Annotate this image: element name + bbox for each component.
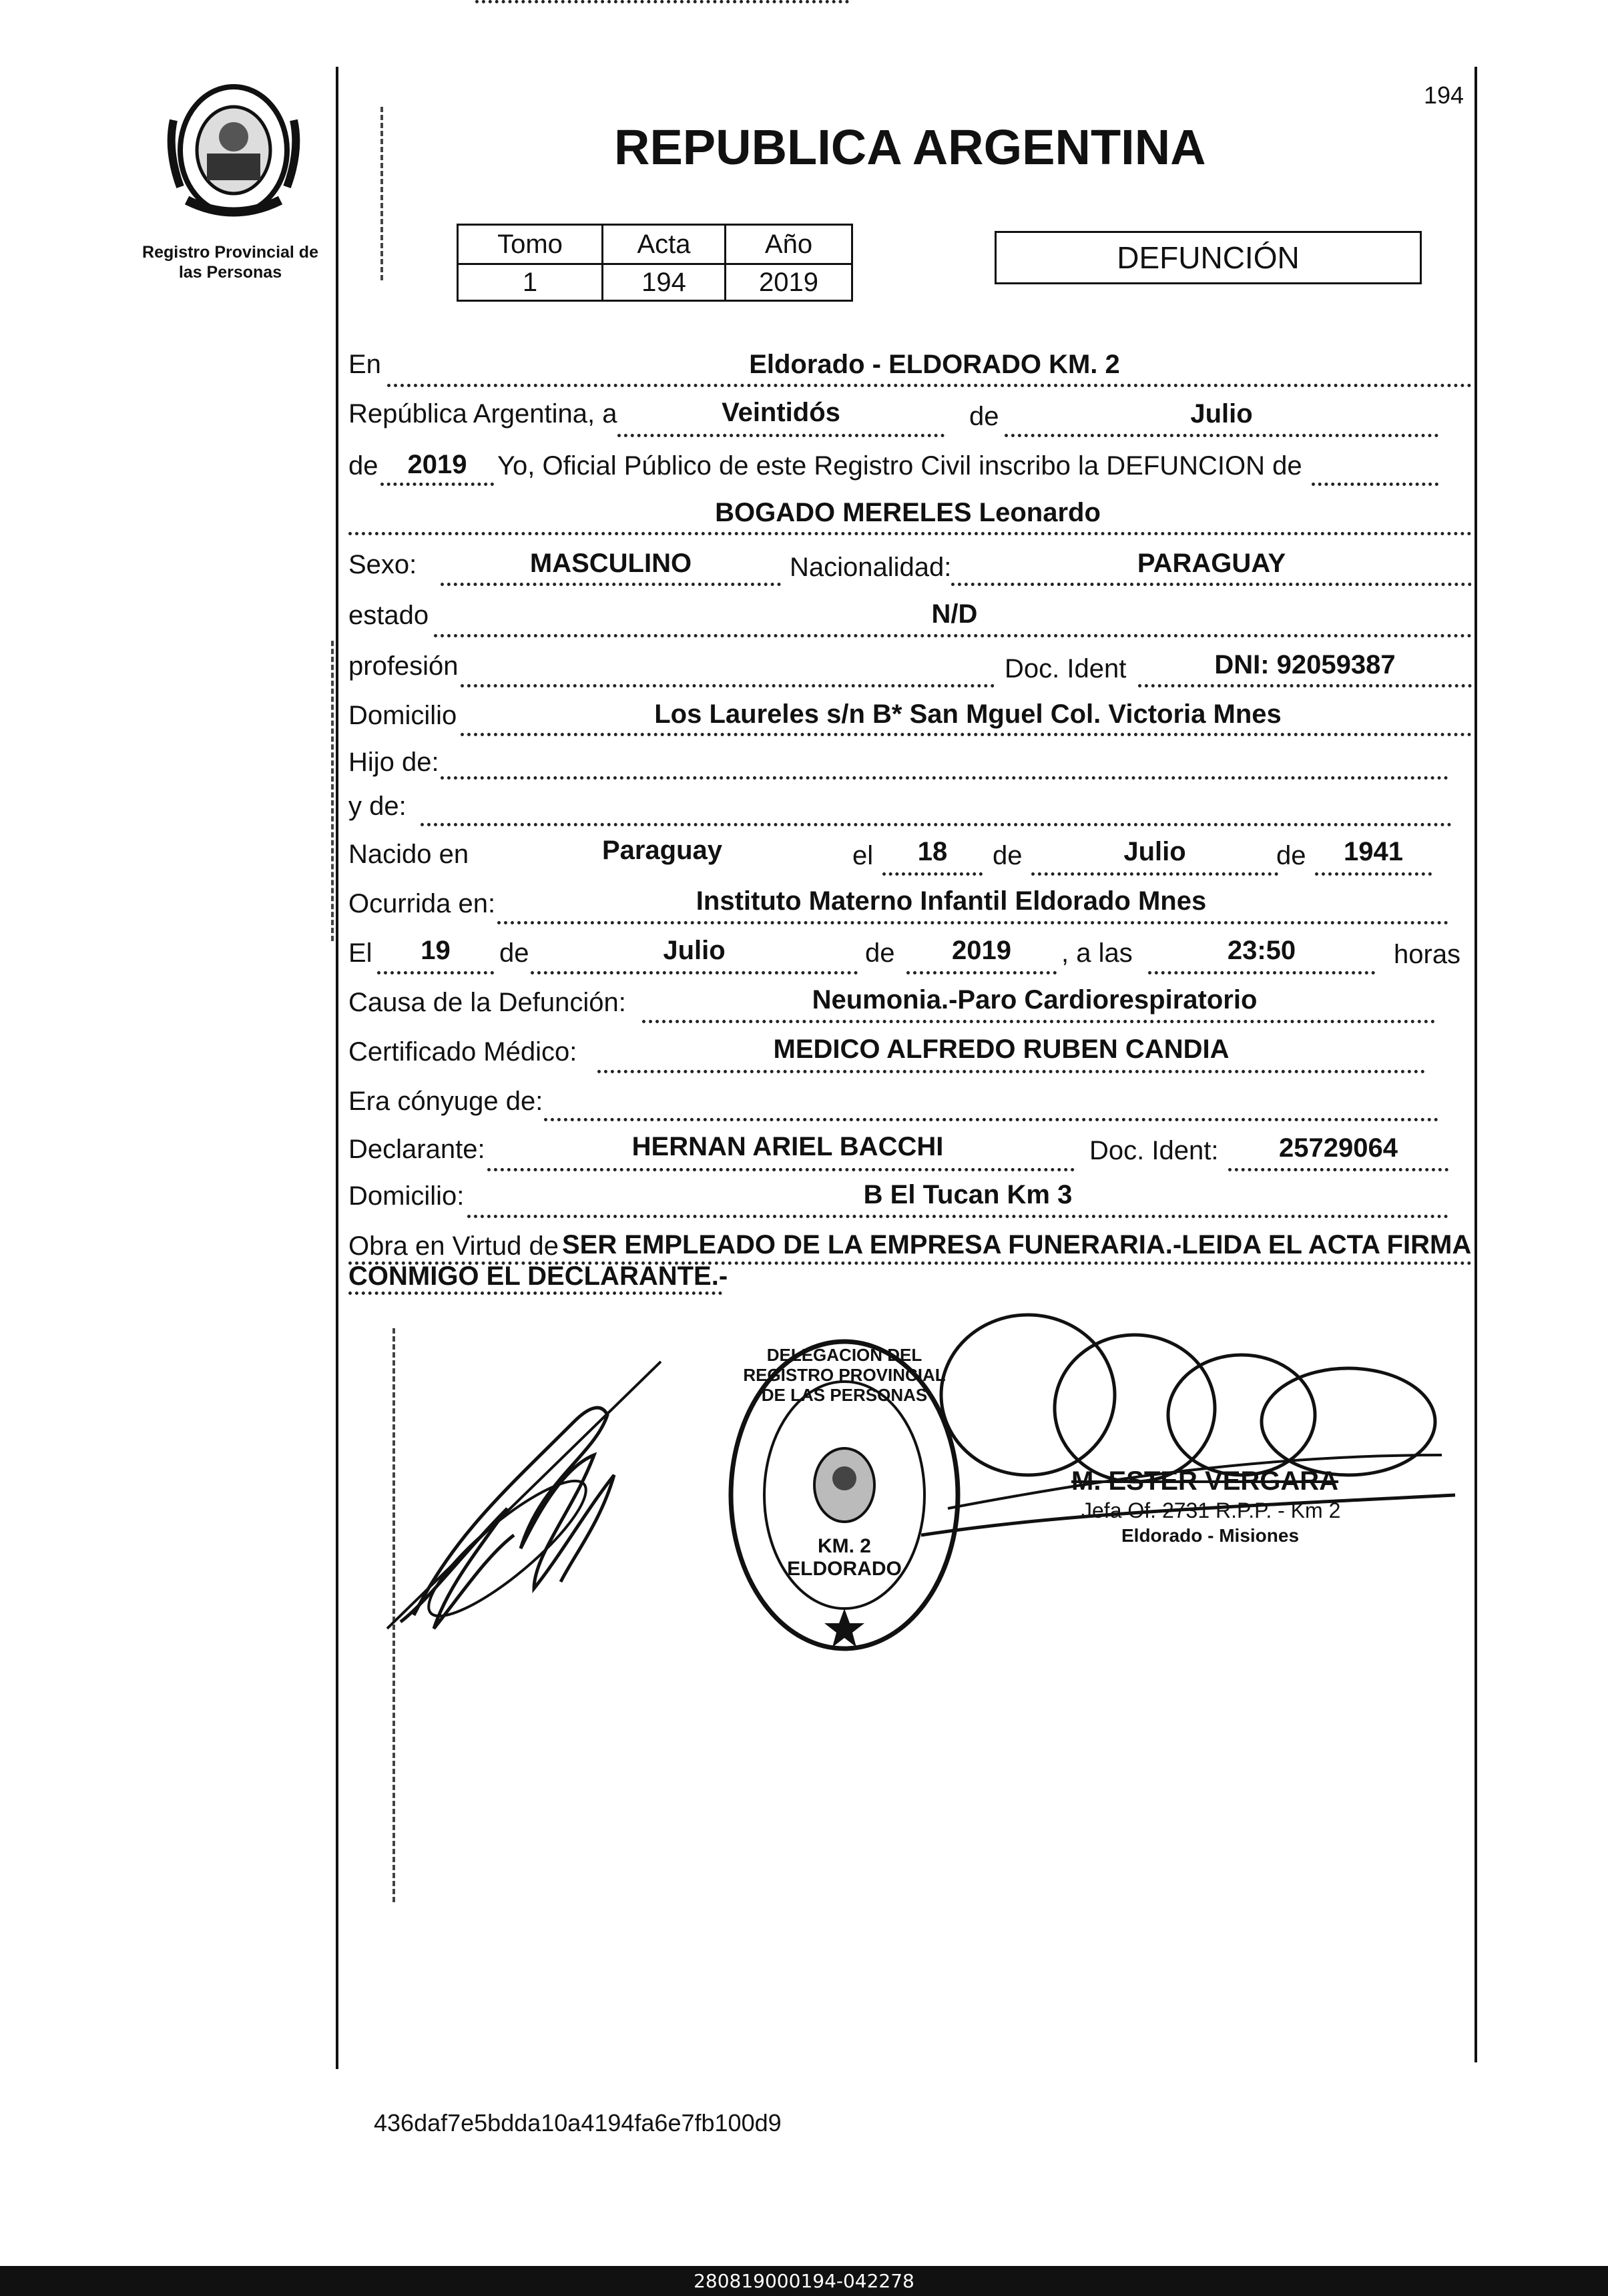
dots-nombre [348,532,1472,535]
value-nac-anio: 1941 [1344,837,1403,866]
dots-def-hora [1148,971,1375,974]
dots-causa [642,1020,1435,1023]
dots-def-anio [906,971,1057,974]
value-lugar: Eldorado - ELDORADO KM. 2 [749,350,1120,379]
label-de-def: de [499,938,529,968]
label-profesion: profesión [348,651,459,681]
left-margin-line [336,67,338,2069]
dots-nac-mes [1031,872,1278,876]
value-dia: Veintidós [722,398,840,427]
value-def-anio: 2019 [952,936,1011,965]
table-header-tomo: Tomo [457,224,603,265]
value-def-dia: 19 [421,936,451,965]
value-obra-line2: CONMIGO EL DECLARANTE.- [348,1261,728,1291]
declarant-signature [374,1335,681,1642]
label-yo: Yo, Oficial Público de este Registro Civil inscribo la DEFUNCION de [497,451,1302,481]
label-conyuge: Era cónyuge de: [348,1087,543,1116]
value-obra-line1: SER EMPLEADO DE LA EMPRESA FUNERARIA.-LEIDA EL ACTA FIRMA [562,1230,1472,1259]
dots-certificado [597,1070,1425,1073]
label-estado: estado [348,601,429,630]
margin-tick-marks-2 [331,641,336,941]
label-de-def-2: de [865,938,895,968]
label-nacido-en: Nacido en [348,840,469,869]
dots-sexo [441,583,781,586]
label-causa: Causa de la Defunción: [348,988,626,1017]
label-obra: Obra en Virtud de [348,1231,559,1261]
dots-doc-ident [1138,684,1472,687]
label-el: el [852,841,874,870]
dots-y-de [421,823,1452,826]
table-header-acta: Acta [601,224,726,265]
value-def-mes: Julio [663,936,726,965]
official-name: M. ESTER VERGARA [1071,1466,1339,1496]
value-nac-dia: 18 [917,837,948,866]
value-nac-mes: Julio [1123,837,1186,866]
value-nacionalidad: PARAGUAY [1137,549,1286,578]
table-header-anio: Año [724,224,853,265]
label-certificado: Certificado Médico: [348,1037,577,1067]
dots-nac-anio [1315,872,1432,876]
official-place: Eldorado - Misiones [1121,1525,1300,1546]
label-a-las: , a las [1061,938,1133,968]
province-logo [160,80,307,220]
dots-ocurrida-en [497,921,1448,924]
value-def-hora: 23:50 [1227,936,1296,965]
label-de: de [969,402,999,431]
value-causa: Neumonia.-Paro Cardiorespiratorio [812,985,1258,1015]
dots-nac-dia [882,872,983,876]
label-de2: de [348,451,378,481]
label-y-de: y de: [348,792,407,821]
dots-def-mes [531,971,858,974]
dots-def-dia [377,971,494,974]
value-domicilio: Los Laureles s/n B* San Mguel Col. Victoria Mnes [654,699,1282,729]
label-ocurrida-en: Ocurrida en: [348,889,496,918]
table-value-acta: 194 [601,263,726,302]
label-domicilio-2: Domicilio: [348,1181,465,1211]
dots-obra-2 [348,1292,722,1295]
value-declarante-doc: 25729064 [1279,1133,1398,1163]
label-doc-ident-2: Doc. Ident: [1089,1136,1219,1165]
dots-nacido-en [475,0,849,3]
document-hash: 436daf7e5bdda10a4194fa6e7fb100d9 [374,2109,782,2136]
dots-nacionalidad [951,583,1472,586]
dots-mes [1005,434,1438,437]
label-horas: horas [1394,940,1461,969]
dots-anio [380,483,494,486]
record-type-box: DEFUNCIÓN [995,231,1422,284]
dots-yo-end [1312,483,1438,486]
table-value-tomo: 1 [457,263,603,302]
margin-tick-marks [380,107,386,280]
value-anio: 2019 [407,450,467,479]
label-sexo: Sexo: [348,550,417,579]
official-title: Jefa Of. 2731 R.P.P. - Km 2 [1081,1498,1341,1522]
dots-hijo-de [441,776,1448,780]
barcode-text: 280819000194-042278 [0,2266,1608,2296]
value-declarante: HERNAN ARIEL BACCHI [631,1132,944,1161]
stamp-ring-text: DELEGACION DEL REGISTRO PROVINCIAL DE LAS PERSONAS [743,1345,946,1405]
label-de-nac: de [993,841,1023,870]
value-nacido-en: Paraguay [601,836,723,865]
value-sexo: MASCULINO [529,549,692,578]
value-declarante-dom: B El Tucan Km 3 [863,1180,1073,1209]
value-doc-ident: DNI: 92059387 [1214,650,1396,679]
dots-declarante-doc [1228,1168,1448,1171]
page-number: 194 [1424,81,1464,109]
label-nacionalidad: Nacionalidad: [790,553,952,582]
value-certificado: MEDICO ALFREDO RUBEN CANDIA [773,1035,1230,1064]
dots-domicilio-2 [467,1215,1448,1218]
label-en: En [348,350,381,379]
right-margin-line [1475,67,1477,2062]
value-ocurrida-en: Instituto Materno Infantil Eldorado Mnes [696,886,1207,916]
dots-profesion [461,684,995,687]
label-el-cap: El [348,938,372,968]
label-hijo-de: Hijo de: [348,748,439,777]
stamp-inner-text: KM. 2 ELDORADO [787,1535,902,1580]
office-label: Registro Provincial de las Personas [142,243,318,282]
dots-lugar [387,384,1472,387]
label-republica: República Argentina, a [348,399,617,428]
value-mes: Julio [1190,399,1253,428]
table-value-anio: 2019 [724,263,853,302]
value-nombre: BOGADO MERELES Leonardo [715,498,1101,527]
dots-domicilio [461,733,1472,736]
label-domicilio: Domicilio [348,701,457,730]
page-title: REPUBLICA ARGENTINA [614,119,1206,175]
dots-dia [617,434,945,437]
label-declarante: Declarante: [348,1135,485,1164]
label-doc-ident: Doc. Ident [1005,654,1127,683]
label-de-nac-2: de [1276,841,1306,870]
value-estado: N/D [931,599,978,629]
dots-estado [434,634,1472,637]
dots-conyuge [544,1118,1438,1121]
dots-declarante [487,1168,1075,1171]
